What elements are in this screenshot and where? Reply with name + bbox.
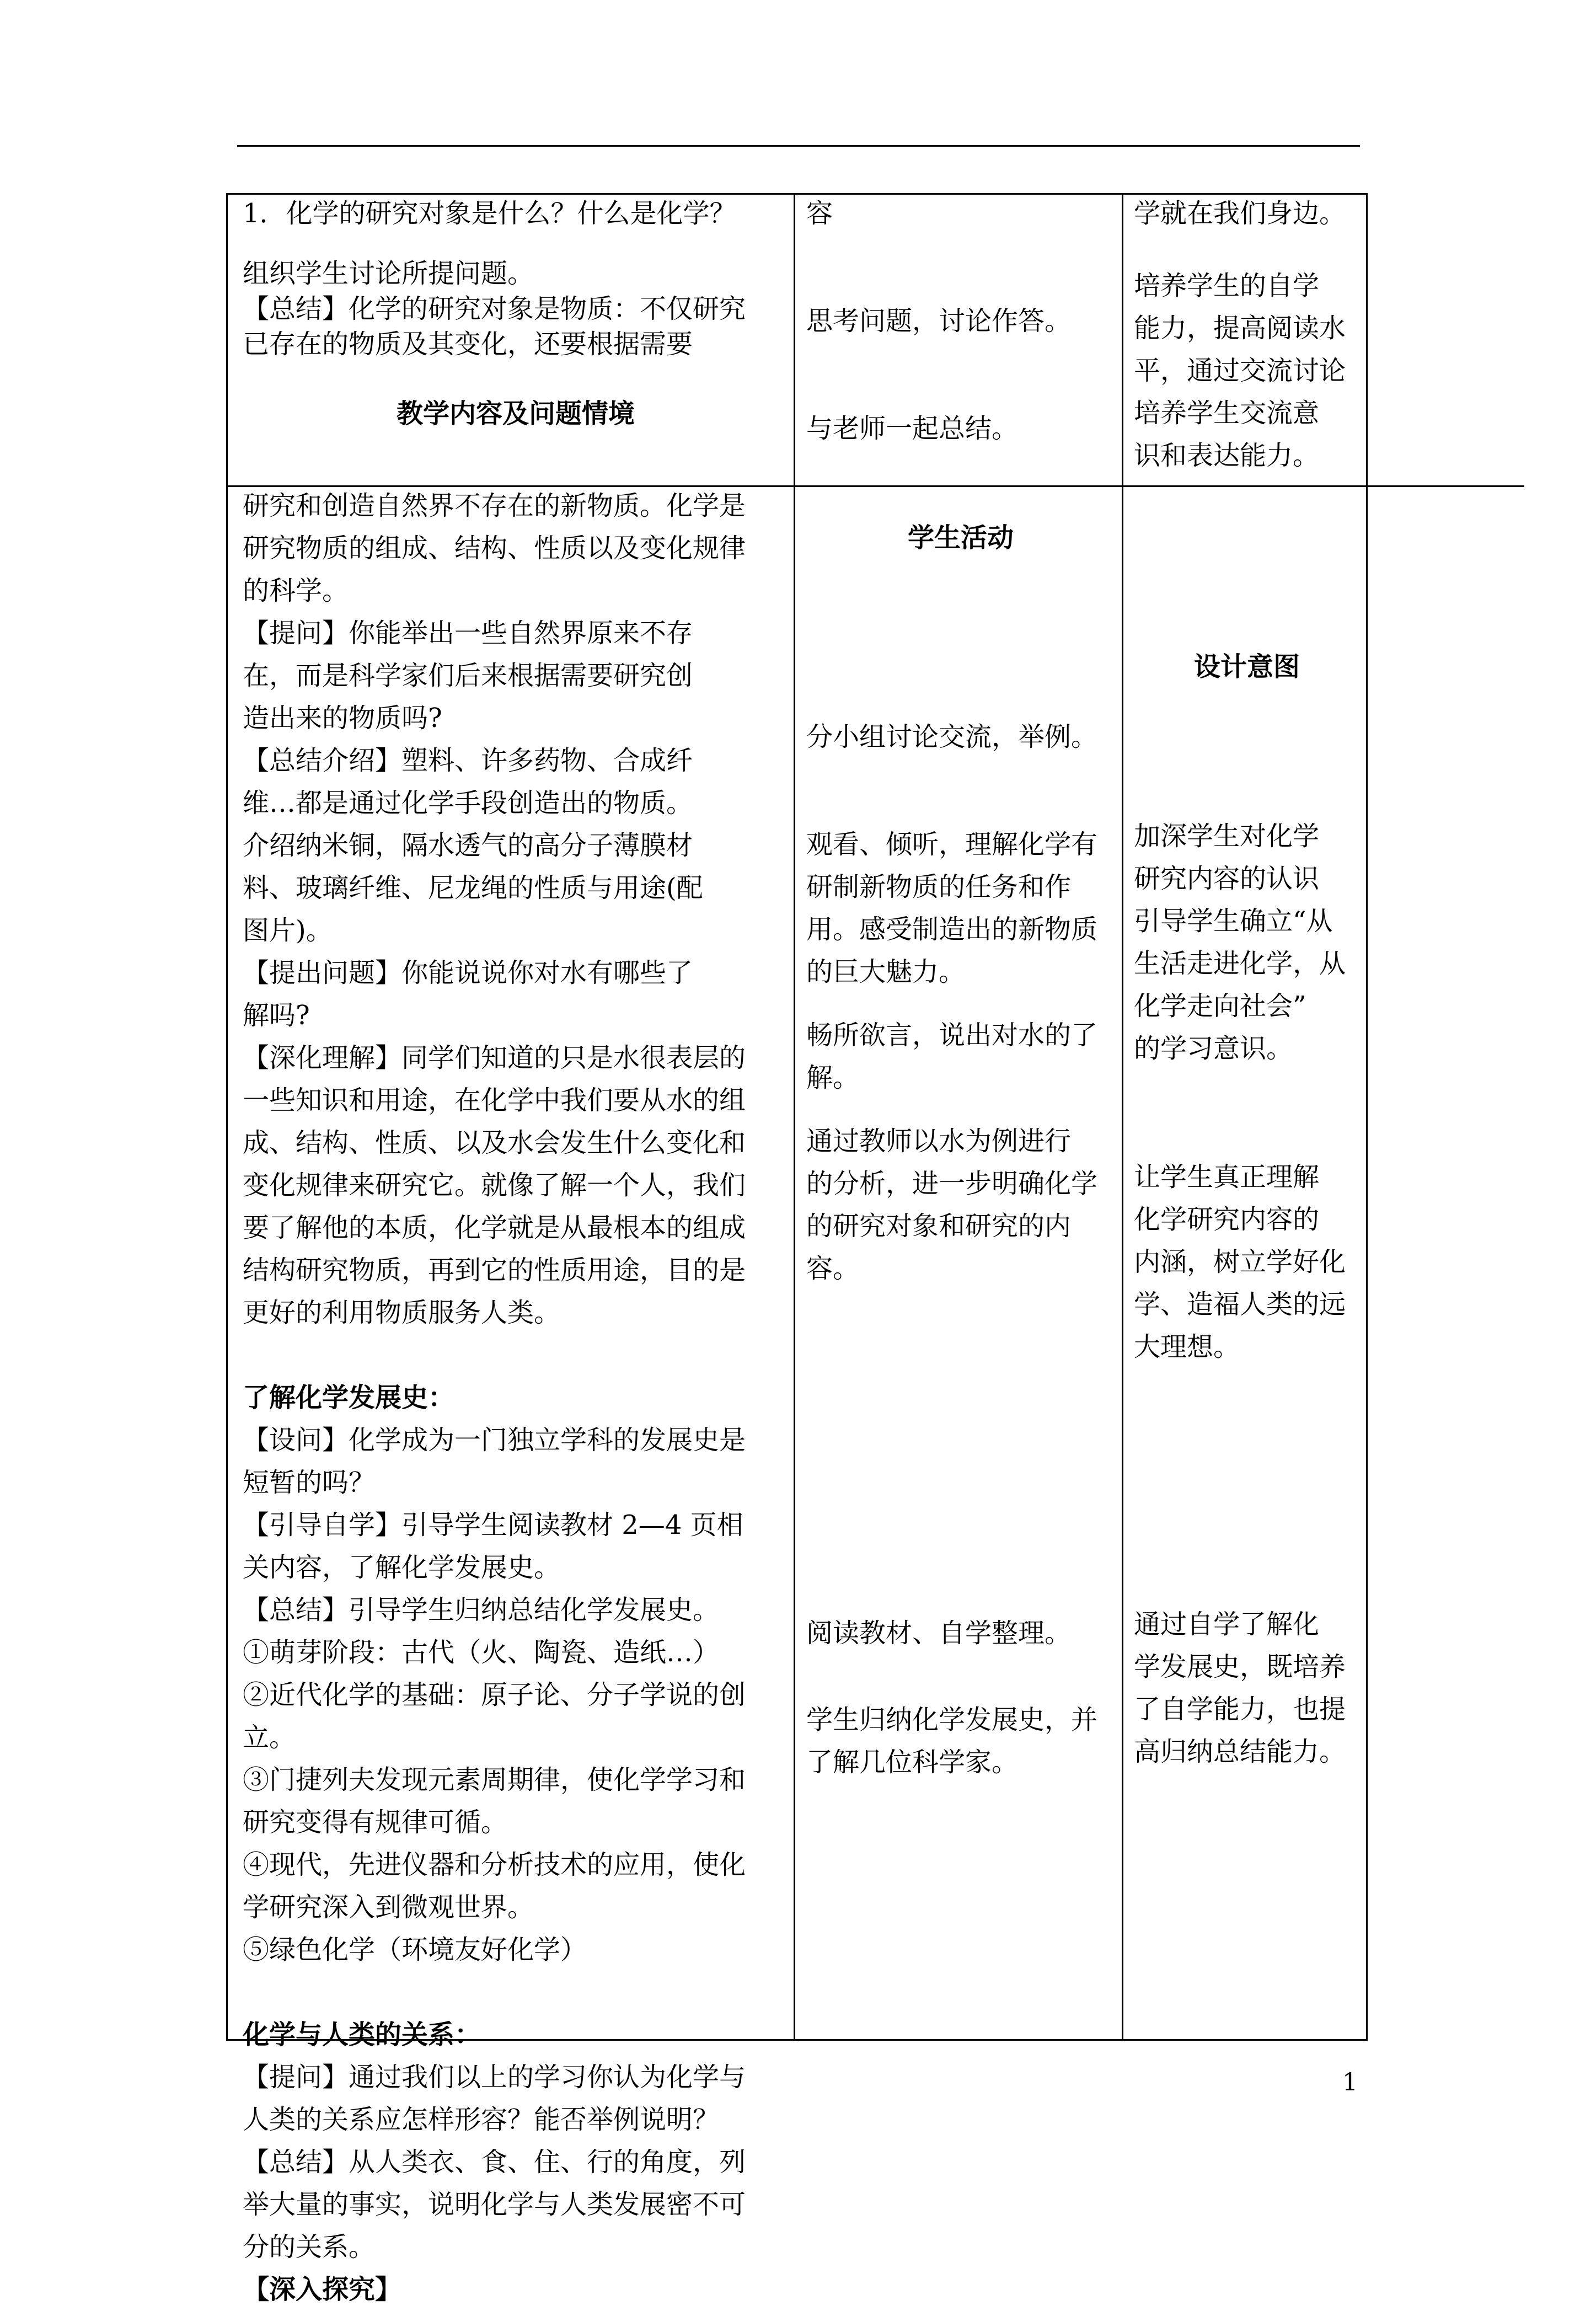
top-col3-line-3: 能力，提高阅读水 (1134, 313, 1346, 344)
intent-line: 通过自学了解化 (1134, 1609, 1320, 1640)
content-line: 一些知识和用途，在化学中我们要从水的组 (243, 1085, 746, 1116)
intent-line: 加深学生对化学 (1134, 821, 1320, 852)
organize-text: 组织学生讨论所提问题。 (243, 258, 534, 289)
activity-line: 畅所欲言，说出对水的了 (806, 1020, 1098, 1051)
content-line: 要了解他的本质，化学就是从最根本的组成 (243, 1212, 746, 1243)
activity-line: 容。 (806, 1253, 860, 1284)
top-col-divider-1 (794, 193, 795, 486)
section-heading-history: 了解化学发展史： (243, 1382, 455, 1413)
content-line: 研究和创造自然界不存在的新物质。化学是 (243, 490, 746, 521)
content-line: 研究物质的组成、结构、性质以及变化规律 (243, 533, 746, 564)
top-col-divider-2 (1122, 193, 1123, 486)
intent-line: 化学研究内容的 (1134, 1204, 1320, 1235)
activity-line: 学生归纳化学发展史，并 (806, 1704, 1098, 1735)
question-1: 1．化学的研究对象是什么？什么是化学？ (243, 198, 736, 229)
content-line: ⑤绿色化学（环境友好化学） (243, 1934, 587, 1965)
top-col3-line-5: 培养学生交流意 (1134, 398, 1320, 429)
top-left-border (226, 193, 228, 486)
content-line: 介绍纳米铜，隔水透气的高分子薄膜材 (243, 830, 693, 861)
main-left-border (226, 485, 228, 2041)
content-line: 成、结构、性质、以及水会发生什么变化和 (243, 1127, 746, 1158)
content-line: 关内容，了解化学发展史。 (243, 1552, 561, 1583)
content-line: 结构研究物质，再到它的性质用途，目的是 (243, 1255, 746, 1286)
page-number: 1 (1342, 2068, 1358, 2096)
section-heading-relation: 化学与人类的关系： (243, 2019, 481, 2050)
content-line: 【提问】你能举出一些自然界原来不存 (243, 618, 693, 649)
content-line: ①萌芽阶段：古代（火、陶瓷、造纸…） (243, 1637, 720, 1668)
top-right-border (1366, 193, 1368, 486)
header-rule (237, 145, 1360, 147)
main-col3-cell (1134, 485, 1360, 1773)
activity-line: 的巨大魅力。 (806, 956, 966, 987)
main-col-divider-1 (794, 485, 795, 2041)
intent-line: 引导学生确立“从 (1134, 906, 1333, 937)
deep-inquiry-heading: 【深入探究】 (243, 2274, 402, 2305)
column-header-student-activity: 学生活动 (907, 522, 1014, 553)
intent-line: 大理想。 (1134, 1331, 1240, 1362)
content-line: 【总结介绍】塑料、许多药物、合成纤 (243, 745, 693, 776)
intent-line: 的学习意识。 (1134, 1033, 1293, 1064)
content-line: 学研究深入到微观世界。 (243, 1892, 534, 1923)
main-right-border (1366, 485, 1368, 2041)
content-line: 的科学。 (243, 575, 349, 606)
content-line: 分的关系。 (243, 2232, 376, 2262)
content-line: 【提出问题】你能说说你对水有哪些了 (243, 957, 693, 988)
content-line: 造出来的物质吗? (243, 703, 442, 734)
intent-line: 让学生真正理解 (1134, 1162, 1320, 1192)
content-line: 【深化理解】同学们知道的只是水很表层的 (243, 1042, 746, 1073)
content-line: 在，而是科学家们后来根据需要研究创 (243, 660, 693, 691)
content-line: 变化规律来研究它。就像了解一个人，我们 (243, 1170, 746, 1201)
top-col3-cell (1134, 192, 1360, 477)
content-line: 解吗? (243, 1000, 310, 1031)
activity-read-textbook: 阅读教材、自学整理。 (806, 1618, 1072, 1649)
activity-line: 用。感受制造出的新物质 (806, 914, 1098, 945)
activity-line: 解。 (806, 1062, 860, 1093)
top-col3-line-6: 识和表达能力。 (1134, 440, 1320, 471)
content-line: 短暂的吗？ (243, 1467, 376, 1498)
intent-line: 学发展史，既培养 (1134, 1651, 1346, 1682)
top-col2-line-1: 容 (806, 198, 833, 229)
main-col2-cell (806, 485, 1115, 1784)
intent-line: 化学走向社会” (1134, 991, 1306, 1021)
main-col-divider-2 (1122, 485, 1123, 2041)
content-line: ④现代，先进仪器和分析技术的应用，使化 (243, 1849, 746, 1880)
intent-line: 学、造福人类的远 (1134, 1289, 1346, 1320)
content-line: 举大量的事实，说明化学与人类发展密不可 (243, 2189, 746, 2220)
content-line: 【总结】引导学生归纳总结化学发展史。 (243, 1595, 720, 1625)
content-line: ③门捷列夫发现元素周期律，使化学学习和 (243, 1764, 746, 1795)
top-col1-cell (243, 192, 789, 435)
intent-line: 生活走进化学，从 (1134, 948, 1346, 979)
content-line: 料、玻璃纤维、尼龙绳的性质与用途(配 (243, 873, 703, 903)
summary-line-2: 已存在的物质及其变化，还要根据需要 (243, 329, 693, 360)
top-col2-line-2: 思考问题，讨论作答。 (806, 306, 1072, 336)
content-line: 维…都是通过化学手段创造出的物质。 (243, 788, 693, 819)
content-line: 【设问】化学成为一门独立学科的发展史是 (243, 1425, 746, 1456)
blank-line (243, 1971, 789, 2014)
top-col2-line-3: 与老师一起总结。 (806, 413, 1019, 444)
activity-line: 的研究对象和研究的内 (806, 1211, 1072, 1242)
content-line: 【引导自学】引导学生阅读教材 2—4 页相 (243, 1510, 743, 1540)
activity-line: 了解几位科学家。 (806, 1747, 1019, 1778)
summary-line-1: 【总结】化学的研究对象是物质：不仅研究 (243, 293, 746, 324)
activity-line: 研制新物质的任务和作 (806, 871, 1072, 902)
activity-group-discussion: 分小组讨论交流，举例。 (806, 721, 1098, 752)
main-col1-cell (243, 485, 789, 2311)
blank-line (243, 1334, 789, 1377)
top-col2-cell (806, 192, 1115, 450)
intent-line: 研究内容的认识 (1134, 863, 1320, 894)
activity-line: 观看、倾听，理解化学有 (806, 829, 1098, 860)
intent-line: 了自学能力，也提 (1134, 1694, 1346, 1725)
activity-line: 通过教师以水为例进行 (806, 1126, 1072, 1157)
content-line: 更好的利用物质服务人类。 (243, 1297, 561, 1328)
column-header-design-intent: 设计意图 (1193, 651, 1300, 682)
column-header-teaching-content: 教学内容及问题情境 (396, 398, 635, 429)
content-line: 【提问】通过我们以上的学习你认为化学与 (243, 2062, 746, 2093)
content-line: 【总结】从人类衣、食、住、行的角度，列 (243, 2147, 746, 2178)
content-line: 人类的关系应怎样形容？能否举例说明？ (243, 2104, 720, 2135)
top-col3-line-2: 培养学生的自学 (1134, 270, 1320, 301)
activity-line: 的分析，进一步明确化学 (806, 1168, 1098, 1199)
intent-line: 内涵，树立学好化 (1134, 1247, 1346, 1277)
content-line: 研究变得有规律可循。 (243, 1807, 508, 1838)
top-col3-line-4: 平，通过交流讨论 (1134, 355, 1346, 386)
intent-line: 高归纳总结能力。 (1134, 1736, 1346, 1767)
top-col3-line-1: 学就在我们身边。 (1134, 198, 1346, 229)
content-line: 图片)。 (243, 915, 333, 946)
content-line: 立。 (243, 1722, 296, 1753)
content-line: ②近代化学的基础：原子论、分子学说的创 (243, 1679, 746, 1710)
